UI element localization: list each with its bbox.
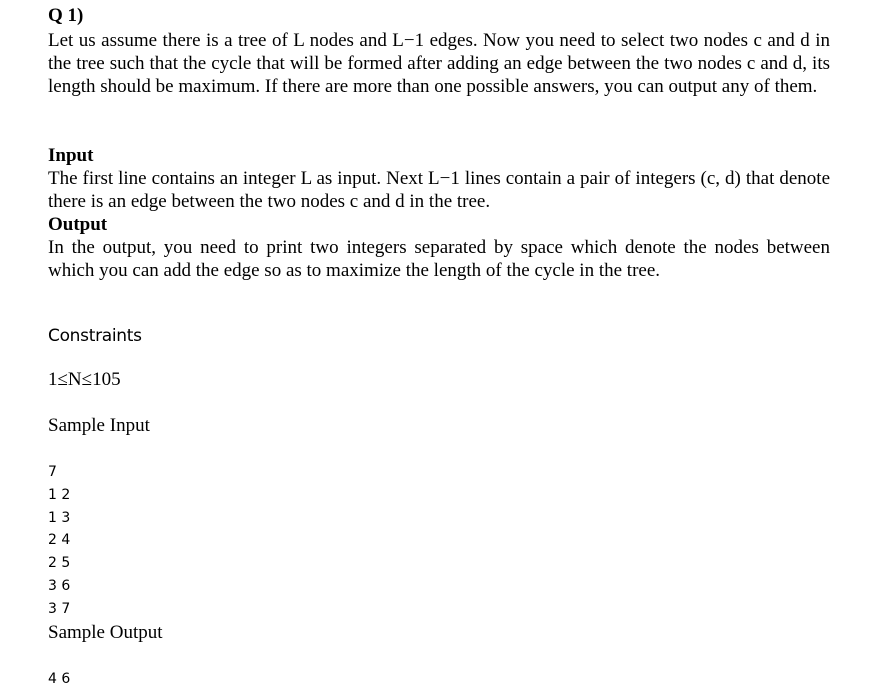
input-description: The first line contains an integer L as input. Next L−1 lines contain a pair of integers (c, d) that denote there is an edge between the two nodes c and d in the tree.	[48, 168, 830, 212]
sample-input-line: 3 7	[48, 600, 71, 617]
sample-input-block	[48, 461, 70, 621]
sample-input-line: 1 2	[48, 486, 71, 503]
sample-output-value: 4 6	[48, 671, 71, 687]
constraint-text: 1≤N≤105	[48, 369, 121, 390]
problem-statement: Let us assume there is a tree of L nodes and L−1 edges. Now you need to select two nodes c and d in the tree such that the cycle that will be formed after adding an edge between the two nodes c and d, its length should be maximum. If there are more than one possible answers, you can output any of them.	[48, 30, 830, 97]
sample-input-line: 2 4	[48, 532, 71, 549]
constraints-heading: Constraints	[48, 326, 142, 346]
sample-input-line: 1 3	[48, 509, 71, 526]
output-description: In the output, you need to print two integers separated by space which denote the nodes between which you can add the edge so as to maximize the length of the cycle in the tree.	[48, 237, 830, 281]
output-heading: Output	[48, 214, 108, 235]
sample-input-line: 3 6	[48, 577, 71, 594]
sample-output-heading: Sample Output	[48, 622, 163, 643]
question-title: Q 1)	[48, 5, 84, 26]
sample-input-line: 7	[48, 464, 57, 480]
input-heading: Input	[48, 145, 94, 166]
sample-input-heading: Sample Input	[48, 415, 150, 436]
sample-input-line: 2 5	[48, 555, 71, 572]
